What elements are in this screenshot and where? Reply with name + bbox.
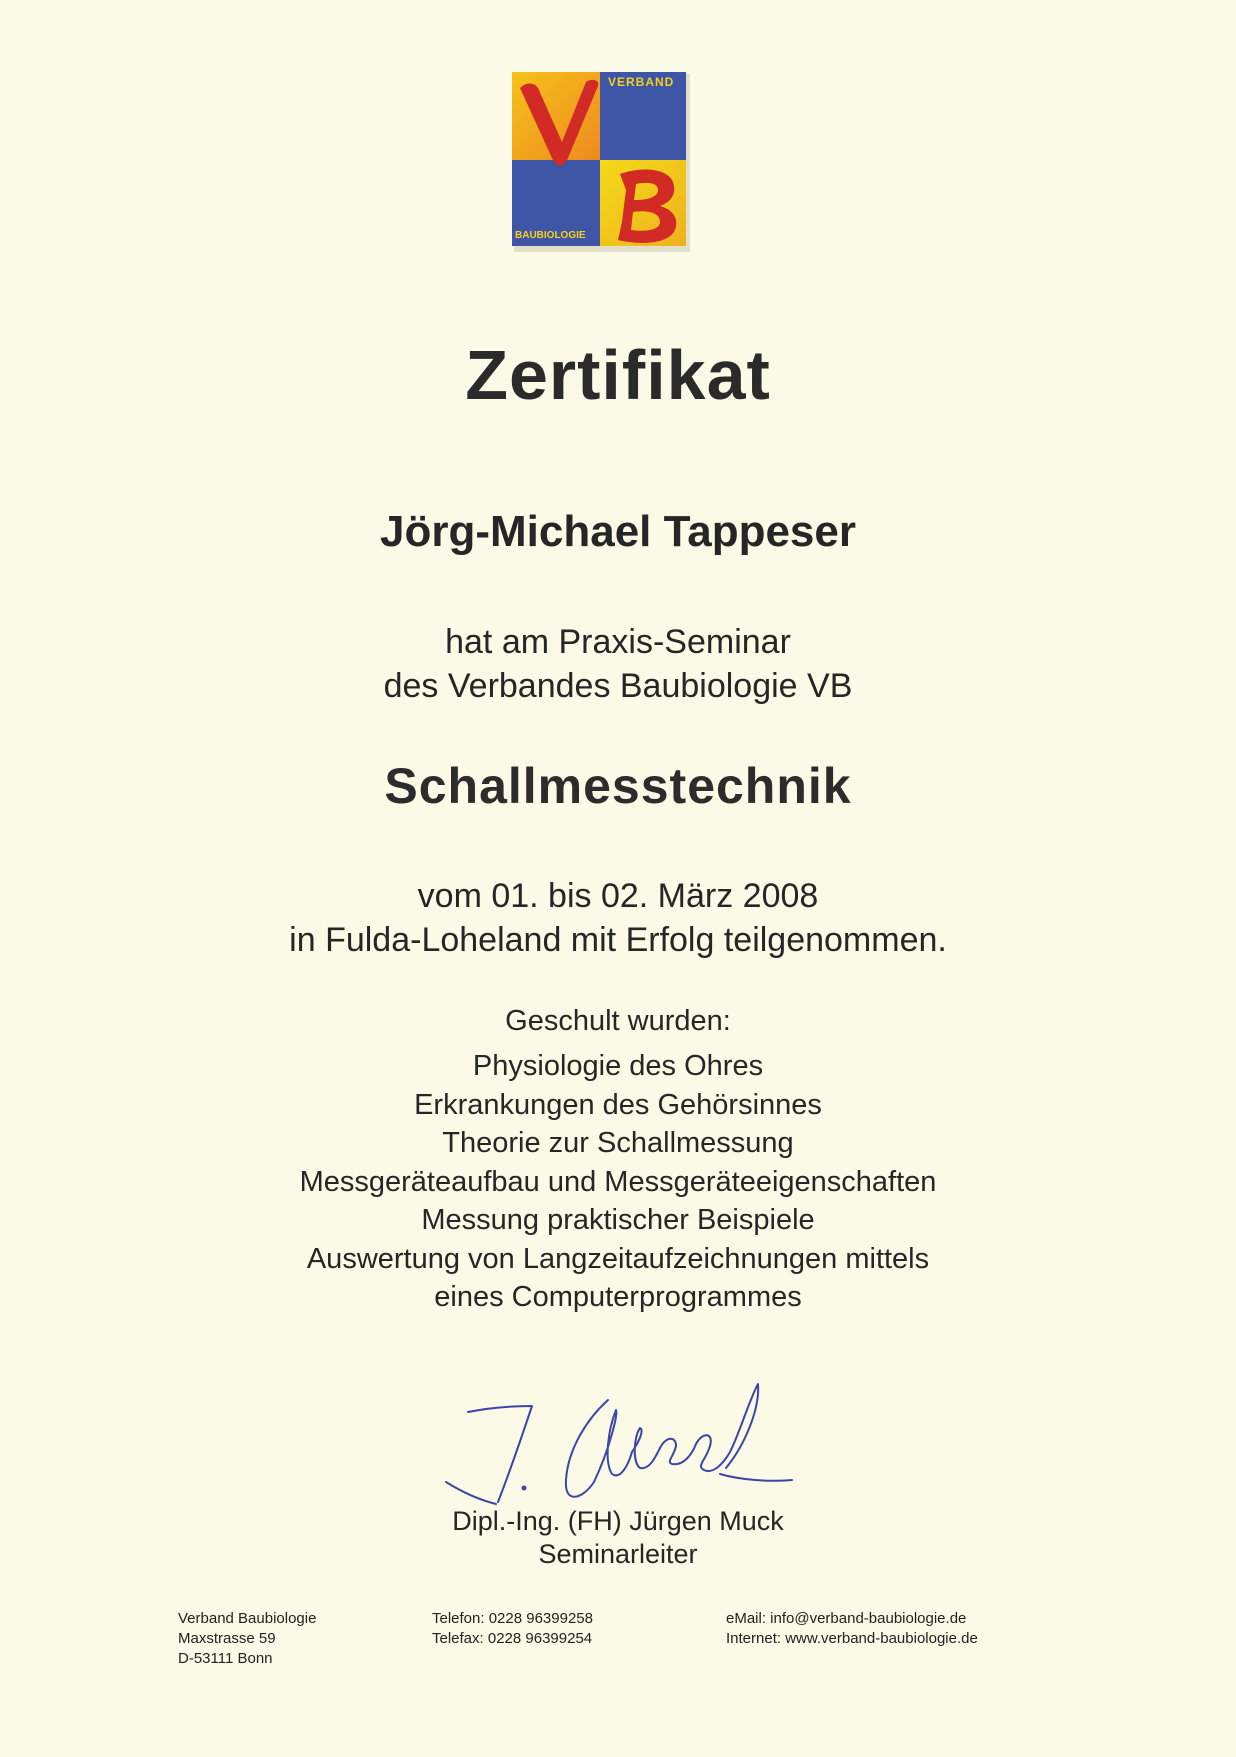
date-location-text [0,874,1236,962]
topic-item: Messgeräteaufbau und Messgeräteeigenschaften [299,1165,937,1198]
footer-address [178,1609,316,1669]
intro-line: hat am Praxis-Seminar [445,623,791,661]
topic-item: Messung praktischer Beispiele [421,1204,815,1236]
address-line: D-53111 Bonn [178,1650,273,1667]
topic-item: Physiologie des Ohres [472,1050,764,1082]
verband-baubiologie-logo [512,72,690,252]
fax-line: Telefax: 0228 96399254 [432,1630,593,1647]
signer-role: Seminarleiter [538,1539,698,1569]
course-title: Schallmesstechnik [384,758,852,814]
address-line: Maxstrasse 59 [178,1630,276,1647]
topic-item: Erkrankungen des Gehörsinnes [414,1088,822,1121]
svg-text:VERBAND: VERBAND [608,75,675,89]
footer-web [726,1609,978,1649]
trained-heading: Geschult wurden: [505,1005,731,1037]
intro-text [0,620,1236,708]
signer-name: Dipl.-Ing. (FH) Jürgen Muck [452,1506,784,1536]
email-line: eMail: info@verband-baubiologie.de [726,1610,967,1627]
address-line: Verband Baubiologie [178,1610,317,1627]
location-line: in Fulda-Loheland mit Erfolg teilgenommen. [289,921,947,959]
topic-item: Auswertung von Langzeitaufzeichnungen mittels [306,1242,930,1275]
topics-list [0,1047,1236,1317]
date-line: vom 01. bis 02. März 2008 [417,877,819,915]
website-line: Internet: www.verband-baubiologie.de [726,1630,978,1647]
recipient-name: Jörg-Michael Tappeser [380,507,856,556]
footer-phone [432,1609,593,1649]
signer-block [0,1505,1236,1571]
intro-line: des Verbandes Baubiologie VB [383,667,853,705]
svg-text:BAUBIOLOGIE: BAUBIOLOGIE [515,230,586,241]
topic-item: eines Computerprogrammes [434,1281,802,1313]
phone-line: Telefon: 0228 96399258 [432,1610,593,1627]
certificate-title: Zertifikat [465,336,771,414]
topic-item: Theorie zur Schallmessung [442,1127,794,1159]
